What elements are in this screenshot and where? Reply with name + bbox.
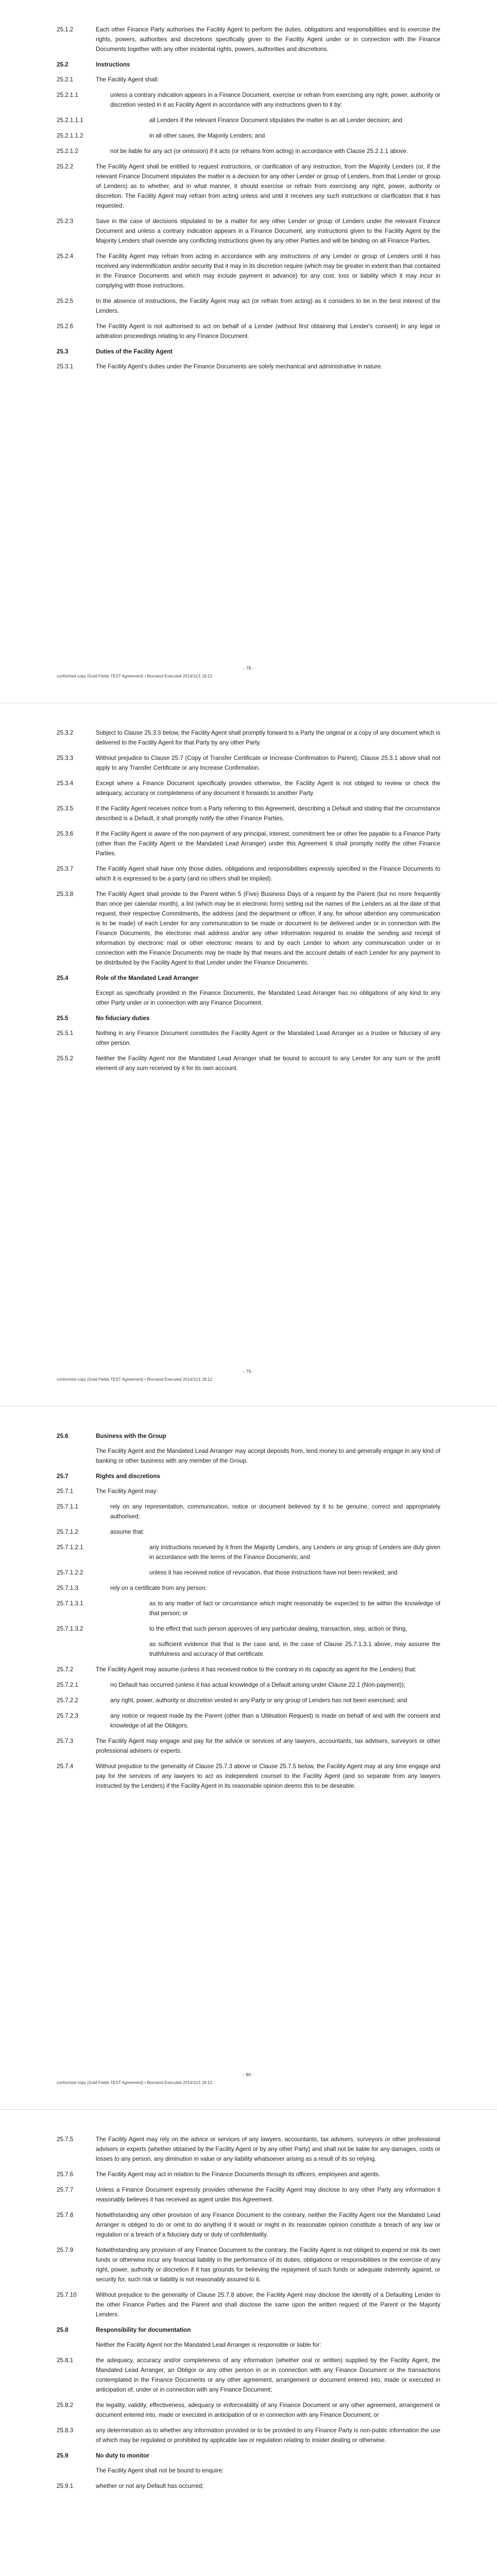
clause bbox=[57, 251, 440, 291]
clause bbox=[57, 2481, 440, 2491]
clause-number: 25.7 bbox=[57, 1473, 68, 1480]
clause bbox=[57, 1761, 440, 1791]
clause-text: Nothing in any Finance Document constitutes the Facility Agent or the Mandated Lead Arranger as a trustee or fiduciary of any other person. bbox=[96, 1030, 440, 1046]
clause-number: 25.7.5 bbox=[57, 2136, 74, 2143]
clause bbox=[57, 162, 440, 211]
clause-heading bbox=[57, 347, 440, 357]
clause-number: 25.3.5 bbox=[57, 805, 74, 812]
clause bbox=[57, 321, 440, 341]
clause-number: 25.3.4 bbox=[57, 780, 74, 787]
clause-text: Unless a Finance Document expressly provides otherwise the Facility Agent may disclose to any other Party any information it reasonably believes it has received as agent under this Agreement. bbox=[96, 2187, 440, 2203]
clause-number: 25.7.1.3.2 bbox=[57, 1625, 83, 1632]
page-number: - 80 - bbox=[243, 2072, 254, 2077]
clause-number: 25.7.1 bbox=[57, 1488, 74, 1495]
clause-number: 25.8 bbox=[57, 2327, 68, 2333]
clause bbox=[57, 2210, 440, 2240]
clause-text: The Facility Agent shall: bbox=[96, 76, 159, 83]
document-page bbox=[0, 703, 497, 1406]
clause-text: The Facility Agent may refrain from acting in accordance with any instructions of any Lender or group of Lenders until it has received any indemnification and/or security that it may in its discretion require (which may be greater in extent than that contained in the Finance Documents and which may include payment in advance) for any cost, loss or liability which it may incur in complying with those instructions. bbox=[96, 253, 440, 289]
clause-title: Role of the Mandated Lead Arranger bbox=[96, 975, 199, 981]
clause-number: 25.3.7 bbox=[57, 866, 74, 872]
clause bbox=[57, 829, 440, 858]
clause-heading bbox=[57, 1431, 440, 1441]
clause-number: 25.2.1.1.1 bbox=[57, 117, 83, 124]
clause bbox=[57, 1680, 440, 1690]
clause-text: in all other cases, the Majority Lenders; and bbox=[149, 132, 265, 139]
clause-text: The Facility Agent shall have only those duties, obligations and responsibilities expressly specified in the Finance Documents to which it is expressed to be a party (and no others shall be implied). bbox=[96, 866, 440, 882]
clause-number: 25.2.3 bbox=[57, 218, 74, 225]
clause-text: Notwithstanding any provision of any Finance Document to the contrary, the Facility Agent is not obliged to expend or risk its own funds or otherwise incur any financial liability in the performance of its duties, obligations or responsibilities or the exercise of any right, power, authority or discretion if it has grounds for believing the repayment of such funds or adequate indemnity against, or security for, such risk or liability is not reasonably assured to it. bbox=[96, 2247, 440, 2283]
page-footer bbox=[57, 666, 440, 682]
clause-number: 25.8.1 bbox=[57, 2357, 74, 2364]
clause-number: 25.7.1.3.1 bbox=[57, 1600, 83, 1607]
clause-text: Except where a Finance Document specifically provides otherwise, the Facility Agent is not obliged to review or check the adequacy, accuracy or completeness of any document it forwards to another Party. bbox=[96, 780, 440, 796]
clause bbox=[57, 1711, 440, 1731]
clause-paragraph: Except as specifically provided in the Finance Documents, the Mandated Lead Arranger has no obligations of any kind to any other Party under or in connection with any Finance Document. bbox=[96, 990, 440, 1006]
clause-text: unless a contrary indication appears in a Finance Document, exercise or refrain from exercising any right, power, authority or discretion vested in it as Facility Agent in accordance with any instructions given to it by: bbox=[110, 92, 440, 108]
clause bbox=[57, 216, 440, 246]
clause-number: 25.6 bbox=[57, 1433, 68, 1439]
clause bbox=[57, 753, 440, 773]
clause-number: 25.3.8 bbox=[57, 891, 74, 897]
clause-number: 25.9 bbox=[57, 2452, 68, 2459]
clause-text: any determination as to whether any information provided or to be provided to any Finance Party is non-public information the use of which may be regulated or prohibited by applicable law or regulation relating to insider dealing or otherwise. bbox=[96, 2427, 440, 2444]
footer-reference: conformed copy (Gold Fields TEST Agreement) • Biorsand Executed 2014/11/1 18:12 bbox=[57, 1377, 213, 1382]
footer-reference: conformed copy (Gold Fields TEST Agreement) • Biorsand Executed 2014/11/1 18:12 bbox=[57, 2080, 213, 2085]
clause bbox=[57, 75, 440, 84]
clause bbox=[57, 1502, 440, 1521]
clause-text: the legality, validity, effectiveness, adequacy or enforceability of any Finance Document or any other agreement, arrangement or document entered into, made or executed in anticipation of or in connection with any Finance Document; or bbox=[96, 2402, 440, 2418]
clause bbox=[57, 115, 440, 125]
clause-text: Notwithstanding any other provision of any Finance Document to the contrary, neither the Facility Agent nor the Mandated Lead Arranger is obliged to do or omit to do anything if it would or might in its reasonable opinion constitute a breach of any law or regulation or a breach of a fiduciary duty or duty of confidentiality. bbox=[96, 2212, 440, 2238]
clause-number: 25.7.1.2 bbox=[57, 1529, 78, 1535]
clause-text: If the Facility Agent is aware of the non-payment of any principal, interest, commitment fee or other fee payable to a Finance Party (other than the Facility Agent or the Mandated Lead Arranger) under this Agreement it shall promptly notify the other Finance Parties. bbox=[96, 831, 440, 857]
clause-text: The Facility Agent may assume (unless it has received notice to the contrary in its capacity as agent for the Lenders) that: bbox=[96, 1666, 417, 1673]
clause-title: Instructions bbox=[96, 61, 130, 68]
clause-text: any right, power, authority or discretion vested in any Party or any group of Lenders has not been exercised; and bbox=[110, 1697, 407, 1704]
clause bbox=[57, 1028, 440, 1048]
clause-heading bbox=[57, 1013, 440, 1023]
clause-text: no Default has occurred (unless it has actual knowledge of a Default arising under Clause 22.1 (Non-payment)); bbox=[110, 1682, 405, 1688]
clause-text: any instructions received by it from the Majority Lenders, any Lenders or any group of Lenders are duly given in accordance with the terms of the Finance Documents; and bbox=[149, 1544, 440, 1561]
document-page bbox=[0, 0, 497, 703]
clause-number: 25.2.5 bbox=[57, 298, 74, 304]
clause-number: 25.7.2.3 bbox=[57, 1713, 78, 1719]
clause bbox=[57, 889, 440, 968]
clause bbox=[57, 1599, 440, 1618]
clause-text: Subject to Clause 25.3.3 below, the Facility Agent shall promptly forward to a Party the original or a copy of any document which is delivered to the Facility Agent for that Party by any other Party. bbox=[96, 730, 440, 746]
clause-text: Save in the case of decisions stipulated to be a matter for any other Lender or group of Lenders under the relevant Finance Document and unless a contrary indication appears in a Finance Document, any instructions given to the Facility Agent by the Majority Lenders shall override any conflicting instructions given by any other Parties and will be binding on all Finance Parties. bbox=[96, 218, 440, 244]
clause-number: 25.3.3 bbox=[57, 755, 74, 761]
clause-paragraph: as sufficient evidence that that is the case and, in the case of Clause 25.7.1.3.1 above, may assume the truthfulness and accuracy of that certificate. bbox=[149, 1641, 440, 1657]
clause bbox=[57, 1696, 440, 1705]
clause-text: as to any matter of fact or circumstance which might reasonably be expected to be within the knowledge of that person; or bbox=[149, 1600, 440, 1617]
clause-text: Without prejudice to the generality of Clause 25.7.8 above, the Facility Agent may disclose the identity of a Defaulting Lender to the other Finance Parties and the Parent and shall disclose the same upon the written request of the Parent or the Majority Lenders. bbox=[96, 2292, 440, 2318]
clause bbox=[57, 1583, 440, 1593]
clause-text: The Facility Agent may engage and pay for the advice or services of any lawyers, accountants, tax advisers, surveyors or other professional advisers or experts. bbox=[96, 1738, 440, 1754]
page-footer bbox=[57, 2072, 440, 2089]
clause-heading bbox=[57, 2451, 440, 2461]
clause bbox=[57, 1736, 440, 1756]
clause-text: Each other Finance Party authorises the Facility Agent to perform the duties, obligations and responsibilities and to exercise the rights, powers, authorities and discretions specifically given to the Facility Agent under or in connection with the Finance Documents together with any other incidental rights, powers, authorities and discretions. bbox=[96, 26, 440, 53]
clause-title: Business with the Group bbox=[96, 1433, 166, 1439]
clause bbox=[57, 1054, 440, 1073]
clause-number: 25.9.1 bbox=[57, 2483, 74, 2489]
clause-number: 25.2.1.1 bbox=[57, 92, 78, 98]
clause-text: all Lenders if the relevant Finance Document stipulates the matter is an all Lender decision; and bbox=[149, 117, 403, 124]
clause-number: 25.5.2 bbox=[57, 1055, 74, 1062]
document-page bbox=[0, 2110, 497, 2576]
clause bbox=[57, 296, 440, 316]
clause-number: 25.7.1.3 bbox=[57, 1585, 78, 1591]
clause bbox=[57, 2134, 440, 2164]
clause-text: Neither the Facility Agent nor the Mandated Lead Arranger shall be bound to account to any Lender for any sum or the profit element of any sum received by it for its own account. bbox=[96, 1055, 440, 1072]
clause bbox=[57, 778, 440, 798]
clause-number: 25.1.2 bbox=[57, 26, 74, 33]
clause bbox=[57, 362, 440, 371]
clause-heading bbox=[57, 1471, 440, 1481]
clause bbox=[57, 2426, 440, 2445]
clause-number: 25.7.3 bbox=[57, 1738, 74, 1744]
clause-number: 25.7.1.2.2 bbox=[57, 1569, 83, 1576]
clause-number: 25.7.8 bbox=[57, 2212, 74, 2218]
clause bbox=[57, 864, 440, 884]
page-number: - 78 - bbox=[243, 666, 254, 671]
clause-number: 25.7.1.2.1 bbox=[57, 1544, 83, 1551]
clause bbox=[57, 1624, 440, 1634]
clause-number: 25.2.6 bbox=[57, 323, 74, 330]
clause bbox=[57, 2355, 440, 2395]
clause-text: The Facility Agent shall provide to the Parent within 5 (Five) Business Days of a request by the Parent (but no more frequently than once per calendar month), a list (which may be in electronic form) setting out the names of the Lenders as at the date of that request, their respective Commitments, the address (and the department or officer, if any, for whose attention any communication is to be made) of each Lender for any communication to be made or document to be delivered under or in connection with the Finance Documents, the electronic mail address and/or any other information required to enable the sending and receipt of information by electronic mail or other electronic means to and by each Lender to whom any communication under or in connection with the Finance Documents may be made by that means and the account details of each Lender for any payment to be distributed by the Facility Agent to that Lender under the Finance Documents. bbox=[96, 891, 440, 966]
clause-number: 25.7.2.1 bbox=[57, 1682, 78, 1688]
clause bbox=[57, 804, 440, 823]
clause-number: 25.7.9 bbox=[57, 2247, 74, 2253]
clause bbox=[57, 1527, 440, 1537]
clause-number: 25.7.7 bbox=[57, 2187, 74, 2193]
clause-number: 25.7.2.2 bbox=[57, 1697, 78, 1704]
page-number: - 79 - bbox=[243, 1369, 254, 1374]
clause bbox=[57, 25, 440, 54]
clause bbox=[57, 131, 440, 141]
page-footer bbox=[57, 1369, 440, 1385]
clause-text: If the Facility Agent receives notice from a Party referring to this Agreement, describing a Default and stating that the circumstance described is a Default, it shall promptly notify the other Finance Parties. bbox=[96, 805, 440, 822]
clause-text: The Facility Agent may act in relation to the Finance Documents through its officers, employees and agents. bbox=[96, 2171, 381, 2178]
clause-paragraph: Neither the Facility Agent nor the Mandated Lead Arranger is responsible or liable for: bbox=[96, 2342, 321, 2348]
clause-title: Responsibility for documentation bbox=[96, 2327, 191, 2333]
clause-text: any notice or request made by the Parent (other than a Utilisation Request) is made on behalf of and with the consent and knowledge of all the Obligors. bbox=[110, 1713, 440, 1729]
clause bbox=[57, 1665, 440, 1674]
clause-text: The Facility Agent may: bbox=[96, 1488, 158, 1495]
clause-number: 25.3 bbox=[57, 348, 68, 355]
clause-text: rely on any representation, communication, notice or document believed by it to be genuine, correct and appropriately authorised; bbox=[110, 1503, 440, 1520]
clause bbox=[57, 90, 440, 110]
clause-number: 25.8.2 bbox=[57, 2402, 74, 2409]
clause-text: Without prejudice to Clause 25.7 (Copy of Transfer Certificate or Increase Confirmation to Parent), Clause 25.3.1 above shall not apply to any Transfer Certificate or any Increase Confirmation. bbox=[96, 755, 440, 771]
clause-number: 25.7.4 bbox=[57, 1763, 74, 1770]
clause-title: No fiduciary duties bbox=[96, 1015, 150, 1022]
clause-paragraph: The Facility Agent shall not be bound to enquire: bbox=[96, 2467, 224, 2474]
clause-number: 25.5.1 bbox=[57, 1030, 74, 1037]
clause bbox=[57, 146, 440, 156]
footer-reference: conformed copy (Gold Fields TEST Agreement) • Biorsand Executed 2014/11/1 18:12 bbox=[57, 674, 213, 679]
clause-text: assume that: bbox=[110, 1529, 145, 1535]
clause-text: The Facility Agent may rely on the advice or services of any lawyers, accountants, tax advisers, surveyors or other professional advisers or experts (whether obtained by the Facility Agent or by any other Party) and shall not be liable for any damages, costs or losses to any person, any diminution in value or any liability whatsoever arising as a result of its so relying. bbox=[96, 2136, 440, 2162]
clause-heading bbox=[57, 973, 440, 983]
clause-number: 25.7.1.1 bbox=[57, 1503, 78, 1510]
clause-number: 25.2.2 bbox=[57, 163, 74, 170]
clause bbox=[57, 2400, 440, 2420]
clause-number: 25.7.2 bbox=[57, 1666, 74, 1673]
clause bbox=[57, 1543, 440, 1562]
clause-number: 25.8.3 bbox=[57, 2427, 74, 2434]
clause-title: No duty to monitor bbox=[96, 2452, 149, 2459]
clause-number: 25.7.6 bbox=[57, 2171, 74, 2178]
clause-heading bbox=[57, 60, 440, 70]
clause-text: unless it has received notice of revocation, that those instructions have not been revoked; and bbox=[149, 1569, 398, 1576]
clause-number: 25.3.1 bbox=[57, 363, 74, 370]
clause-text: not be liable for any act (or omission) if it acts (or refrains from acting) in accordance with Clause 25.2.1.1 above. bbox=[110, 148, 408, 155]
clause-number: 25.2.4 bbox=[57, 253, 74, 260]
clause-text: to the effect that such person approves of any particular dealing, transaction, step, action or thing, bbox=[149, 1625, 407, 1632]
clause-title: Duties of the Facility Agent bbox=[96, 348, 173, 355]
clause-text: In the absence of instructions, the Facility Agent may act (or refrain from acting) as it considers to be in the best interest of the Lenders. bbox=[96, 298, 440, 314]
clause-paragraph: The Facility Agent and the Mandated Lead Arranger may accept deposits from, lend money to and generally engage in any kind of banking or other business with any member of the Group. bbox=[96, 1448, 440, 1464]
clause-text: the adequacy, accuracy and/or completeness of any information (whether oral or written) supplied by the Facility Agent, the Mandated Lead Arranger, an Obligor or any other person in or in connection with any Finance Document or the transactions contemplated in the Finance Documents or any other agreement, arrangement or document entered into, made or executed in anticipation of, under or in connection with any Finance Document; bbox=[96, 2357, 440, 2393]
clause-text: The Facility Agent's duties under the Finance Documents are solely mechanical and administrative in nature. bbox=[96, 363, 383, 370]
clause-number: 25.2.1.1.2 bbox=[57, 132, 83, 139]
clause bbox=[57, 2245, 440, 2284]
clause-number: 25.4 bbox=[57, 975, 68, 981]
clause bbox=[57, 2170, 440, 2179]
clause-number: 25.3.6 bbox=[57, 831, 74, 837]
clause-text: rely on a certificate from any person: bbox=[110, 1585, 207, 1591]
clause bbox=[57, 2185, 440, 2205]
clause-text: The Facility Agent is not authorised to act on behalf of a Lender (without first obtaining that Lender's consent) in any legal or arbitration proceedings relating to any Finance Document. bbox=[96, 323, 440, 340]
clause bbox=[57, 1486, 440, 1496]
clause bbox=[57, 1568, 440, 1578]
clause-heading bbox=[57, 2325, 440, 2335]
clause-number: 25.2.1 bbox=[57, 76, 74, 83]
clause-number: 25.2.1.2 bbox=[57, 148, 78, 155]
clause bbox=[57, 728, 440, 748]
clause-number: 25.2 bbox=[57, 61, 68, 68]
clause-number: 25.7.10 bbox=[57, 2292, 77, 2298]
clause-text: The Facility Agent shall be entitled to request instructions, or clarification of any instruction, from the Majority Lenders (or, if the relevant Finance Document stipulates the matter is a decision for any other Lender or group of Lenders, from that Lender or group of Lenders) as to whether, and in what manner, it should exercise or refrain from exercising any right, power, authority or discretion. The Facility Agent may refrain from acting unless and until it receives any such instructions or clarification that it has requested. bbox=[96, 163, 440, 209]
document-page bbox=[0, 1406, 497, 2110]
clause-text: Without prejudice to the generality of Clause 25.7.3 above or Clause 25.7.5 below, the Facility Agent may at any time engage and pay for the services of any lawyers to act as independent counsel to the Facility Agent (and so separate from any lawyers instructed by the Lenders) if the Facility Agent in its reasonable opinion deems this to be desirable. bbox=[96, 1763, 440, 1789]
clause-title: Rights and discretions bbox=[96, 1473, 160, 1480]
clause-number: 25.3.2 bbox=[57, 730, 74, 736]
clause-number: 25.5 bbox=[57, 1015, 68, 1022]
clause-text: whether or not any Default has occurred; bbox=[96, 2483, 204, 2489]
clause bbox=[57, 2290, 440, 2319]
